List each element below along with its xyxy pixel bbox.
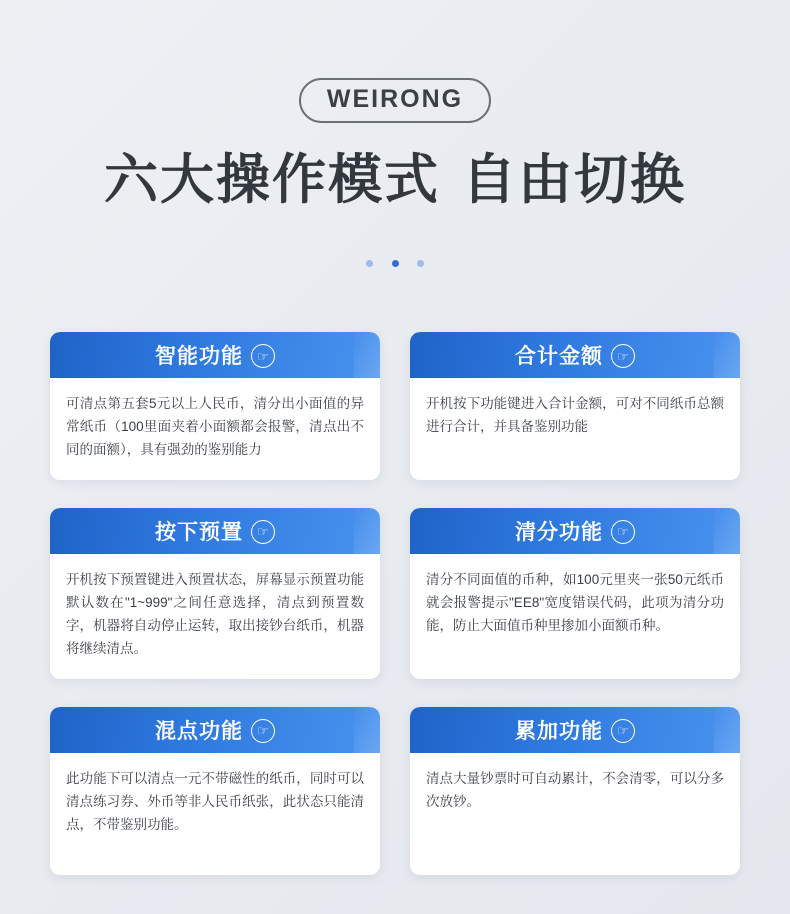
- feature-card: [410, 707, 740, 875]
- brand-logo: WEIRONG: [299, 78, 491, 123]
- feature-card-body: 清分不同面值的币种，如100元里夹一张50元纸币就会报警提示"EE8"宽度错误代码，此项为清分功能，防止大面值币种里掺加小面额币种。: [426, 571, 724, 634]
- feature-card-header: [50, 332, 380, 378]
- page-title: [0, 149, 790, 211]
- divider-dot-1: [366, 260, 373, 267]
- feature-card-title: 混点功能: [155, 719, 243, 743]
- hand-pointer-icon: ☞: [251, 520, 275, 544]
- feature-card: [410, 332, 740, 480]
- feature-card-header: [410, 707, 740, 753]
- divider-dot-3: [417, 260, 424, 267]
- feature-card-body: 此功能下可以清点一元不带磁性的纸币，同时可以清点练习券、外币等非人民币纸张，此状态只能清点，不带鉴别功能。: [66, 770, 364, 832]
- feature-card-body: 开机按下预置键进入预置状态，屏幕显示预置功能默认数在"1~999"之间任意选择，清点到预置数字，机器将自动停止运转，取出接钞台纸币，机器将继续清点。: [66, 571, 364, 657]
- hand-pointer-icon: ☞: [611, 344, 635, 368]
- feature-card: [50, 707, 380, 875]
- feature-card-body: 开机按下功能键进入合计金额，可对不同纸币总额进行合计，并具备鉴别功能: [426, 396, 724, 435]
- feature-card-body: 可清点第五套5元以上人民币，清分出小面值的异常纸币（100里面夹着小面额都会报警，清点出不同的面额），具有强劲的鉴别能力: [66, 396, 364, 458]
- hand-pointer-icon: ☞: [611, 719, 635, 743]
- feature-card-grid: [50, 332, 740, 903]
- page-title-part-2: 自由切换: [462, 150, 686, 210]
- feature-card-header: [410, 332, 740, 378]
- hand-pointer-icon: ☞: [251, 344, 275, 368]
- feature-card-title: 智能功能: [155, 345, 243, 368]
- feature-card-body: 清点大量钞票时可自动累计，不会清零，可以分多次放钞。: [426, 770, 724, 809]
- feature-card-title: 累加功能: [515, 719, 603, 743]
- divider-dot-2: [392, 260, 399, 267]
- brand-header: [0, 0, 790, 123]
- hand-pointer-icon: ☞: [611, 520, 635, 544]
- feature-card-header: [50, 508, 380, 554]
- feature-card: [50, 508, 380, 679]
- feature-card-title: 清分功能: [515, 520, 603, 544]
- dot-divider: [0, 253, 790, 270]
- feature-card-header: [50, 707, 380, 753]
- feature-card-title: 合计金额: [515, 345, 603, 368]
- feature-card-title: 按下预置: [155, 520, 243, 544]
- page-title-part-1: 六大操作模式: [104, 150, 440, 210]
- feature-card: [410, 508, 740, 679]
- feature-card-header: [410, 508, 740, 554]
- hand-pointer-icon: ☞: [251, 719, 275, 743]
- feature-card: [50, 332, 380, 480]
